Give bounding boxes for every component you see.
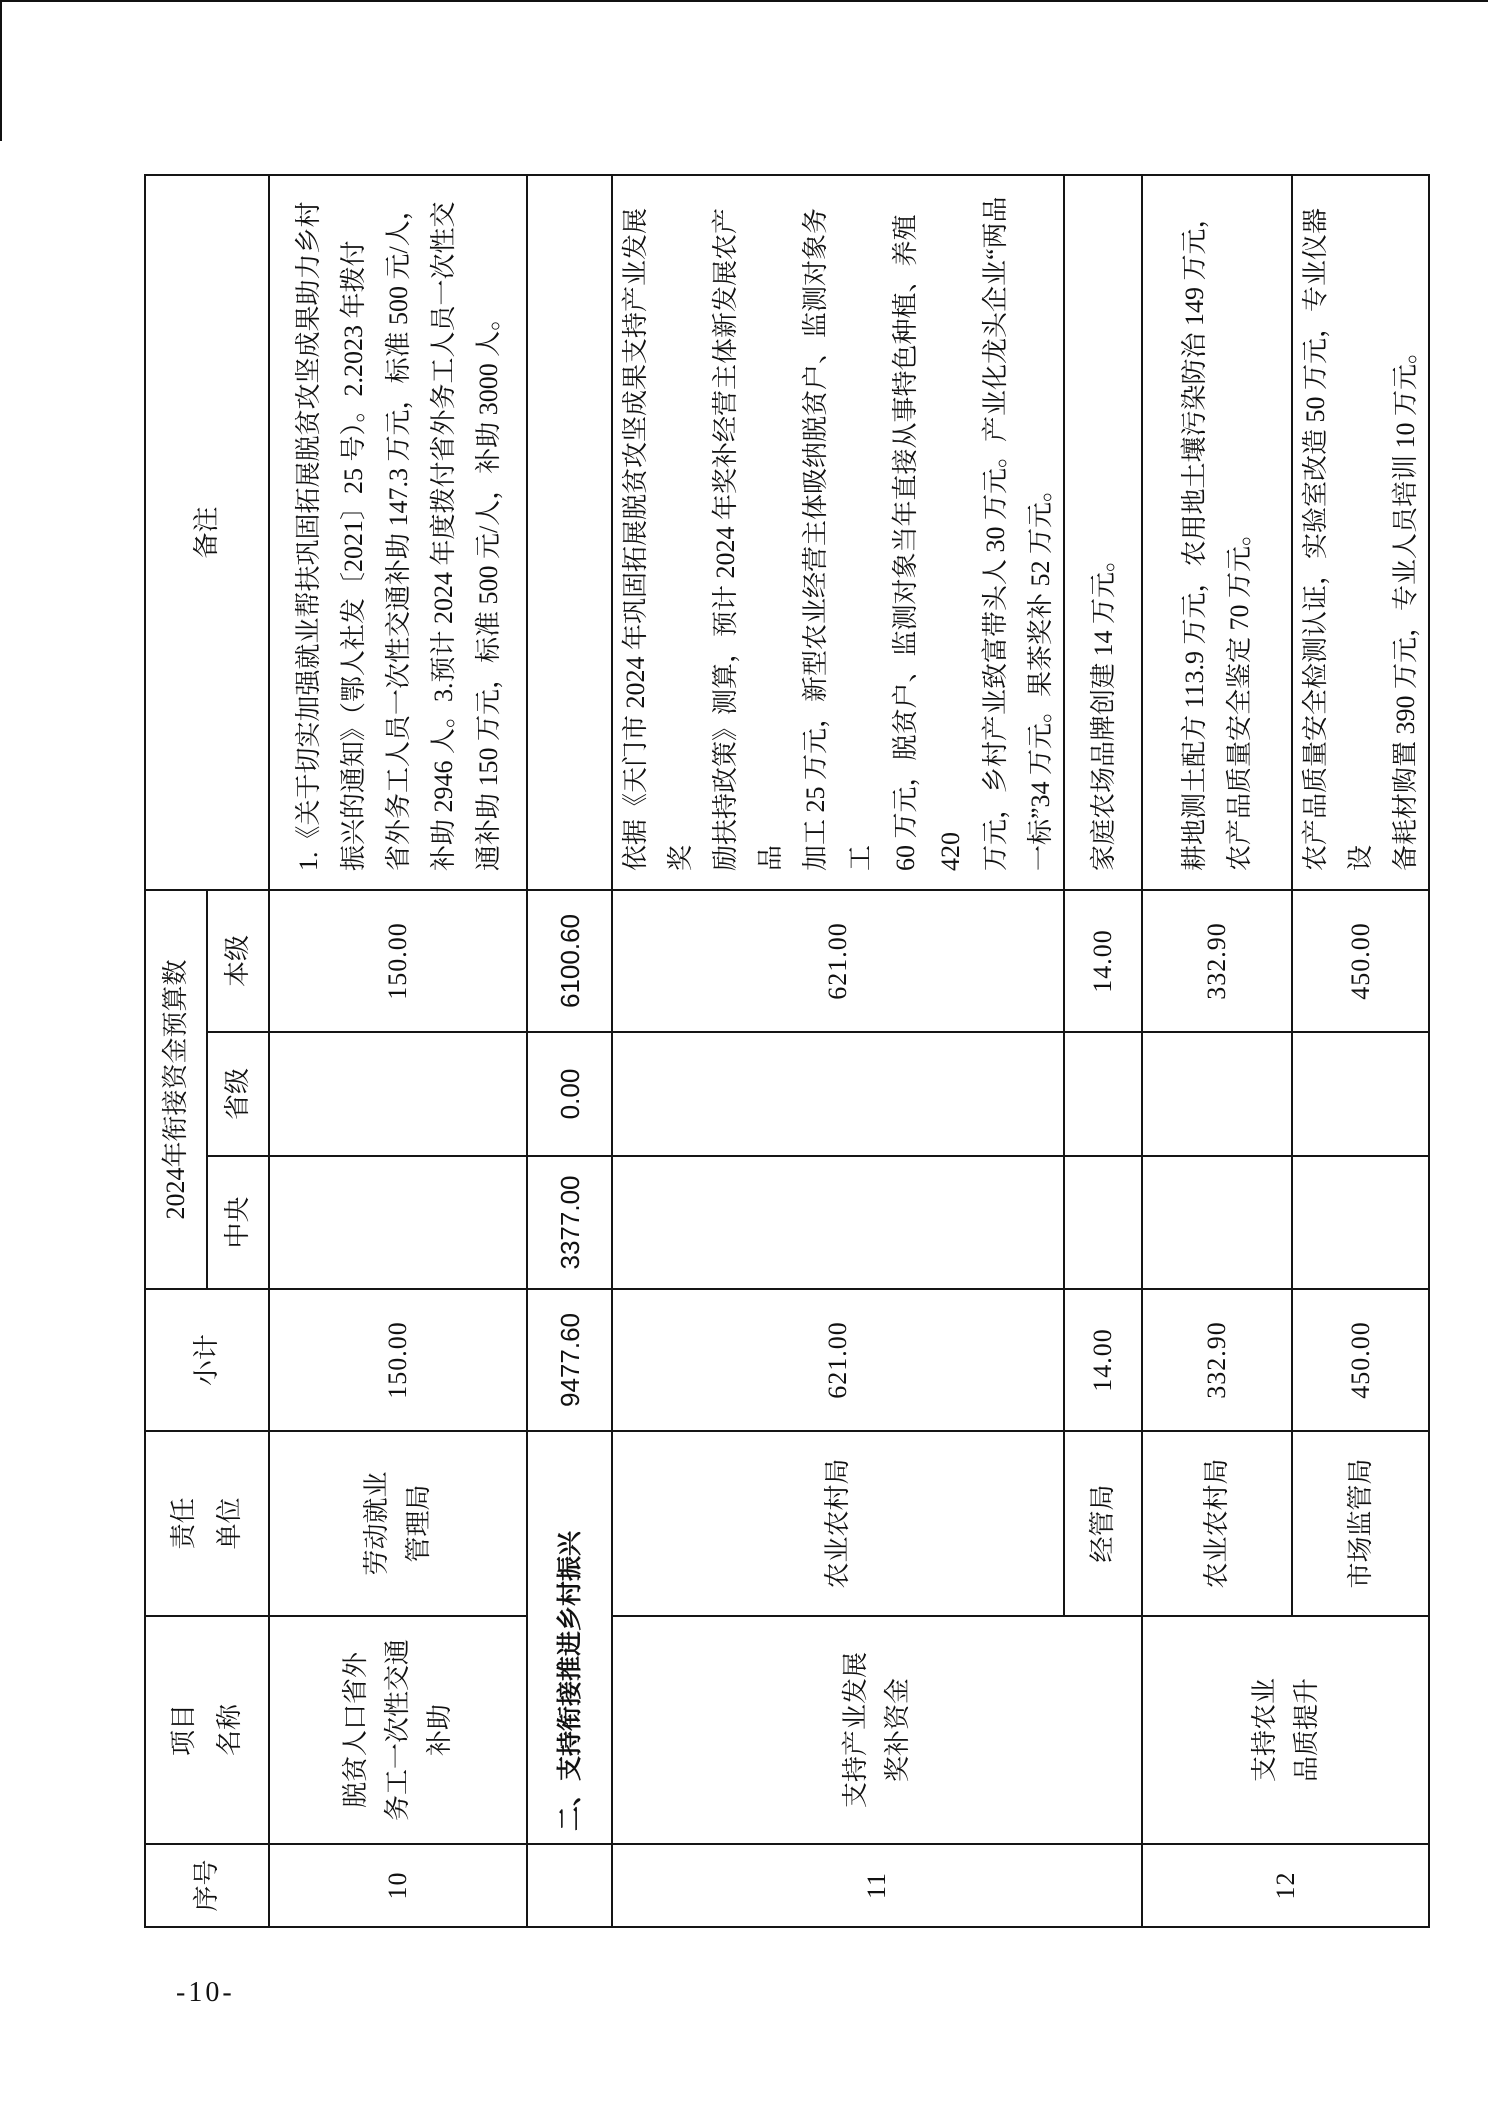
subtotal-cell: 450.00 (1292, 1289, 1429, 1431)
header-provincial: 省级 (207, 1032, 269, 1156)
provincial-cell-empty (1292, 1032, 1429, 1156)
seq-cell: 12 (1142, 1844, 1429, 1927)
section-row (527, 175, 612, 1927)
section-central: 3377.00 (527, 1156, 612, 1289)
subtotal-cell: 332.90 (1142, 1289, 1292, 1431)
provincial-cell-empty (1142, 1032, 1292, 1156)
section-title: 二、支持衔接推进乡村振兴 (527, 1431, 612, 1844)
project-name-cell: 脱贫人口省外 务工一次性交通 补助 (269, 1616, 527, 1844)
header-responsible-unit: 责任 单位 (145, 1431, 269, 1616)
page-edge-top-line (0, 0, 1488, 2)
project-name-cell: 支持农业 品质提升 (1142, 1616, 1429, 1844)
table-row (269, 175, 527, 1927)
remarks-cell-empty (527, 175, 612, 890)
header-project-name: 项目 名称 (145, 1616, 269, 1844)
remarks-cell: 家庭农场品牌创建 14 万元。 (1064, 175, 1142, 890)
header-remarks: 备注 (145, 175, 269, 890)
central-cell-empty (269, 1156, 527, 1289)
subtotal-cell: 621.00 (612, 1289, 1064, 1431)
responsible-unit-cell: 市场监管局 (1292, 1431, 1429, 1616)
remarks-cell: 耕地测土配方 113.9 万元，农用地土壤污染防治 149 万元， 农产品质量安全鉴定 70 万元。 (1142, 175, 1292, 890)
header-seq: 序号 (145, 1844, 269, 1927)
responsible-unit-cell: 农业农村局 (1142, 1431, 1292, 1616)
header-subtotal: 小计 (145, 1289, 269, 1431)
seq-cell-empty (527, 1844, 612, 1927)
provincial-cell-empty (1064, 1032, 1142, 1156)
budget-table (144, 174, 1430, 1928)
seq-cell: 11 (612, 1844, 1142, 1927)
responsible-unit-cell: 劳动就业 管理局 (269, 1431, 527, 1616)
remarks-cell: 农产品质量安全检测认证，实验室改造 50 万元，专业仪器设 备耗材购置 390 万元，专业人员培训 10 万元。 (1292, 175, 1429, 890)
local-cell: 14.00 (1064, 890, 1142, 1032)
page-edge-left-line (0, 0, 2, 141)
table-row (1142, 175, 1292, 1927)
responsible-unit-cell: 经管局 (1064, 1431, 1142, 1616)
header-local: 本级 (207, 890, 269, 1032)
section-provincial: 0.00 (527, 1032, 612, 1156)
header-budget-2024: 2024年衔接资金预算数 (145, 890, 207, 1289)
local-cell: 450.00 (1292, 890, 1429, 1032)
seq-cell: 10 (269, 1844, 527, 1927)
provincial-cell-empty (269, 1032, 527, 1156)
local-cell: 621.00 (612, 890, 1064, 1032)
local-cell: 332.90 (1142, 890, 1292, 1032)
header-central: 中央 (207, 1156, 269, 1289)
section-local: 6100.60 (527, 890, 612, 1032)
subtotal-cell: 150.00 (269, 1289, 527, 1431)
central-cell-empty (1142, 1156, 1292, 1289)
local-cell: 150.00 (269, 890, 527, 1032)
subtotal-cell: 14.00 (1064, 1289, 1142, 1431)
provincial-cell-empty (612, 1032, 1064, 1156)
page-number: -10- (176, 1977, 235, 2008)
remarks-cell: 依据《天门市 2024 年巩固拓展脱贫攻坚成果支持产业发展奖 励扶持政策》测算，预计 2024 年奖补经营主体新发展农产品 加工 25 万元，新型农业经营主体吸纳脱贫户、监测对象务工 60 万元，脱贫户、监测对象当年直接从事特色种植、养殖 420 万元，乡村产业致富带头人 30 万元。产业化龙头企业“两品 一标”34 万元。果茶奖补 52 万元。 (612, 175, 1064, 890)
responsible-unit-cell: 农业农村局 (612, 1431, 1064, 1616)
project-name-cell: 支持产业发展 奖补资金 (612, 1616, 1142, 1844)
central-cell-empty (1064, 1156, 1142, 1289)
table-row (612, 175, 1064, 1927)
central-cell-empty (612, 1156, 1064, 1289)
central-cell-empty (1292, 1156, 1429, 1289)
header-row (145, 175, 207, 1927)
section-subtotal: 9477.60 (527, 1289, 612, 1431)
rotated-table-container (144, 176, 1420, 1928)
remarks-cell: 1.《关于切实加强就业帮扶巩固拓展脱贫攻坚成果助力乡村 振兴的通知》（鄂人社发〔2021〕25 号）。2.2023 年拨付 省外务工人员一次性交通补助 147.3 万元，标准 500 元/人， 补助 2946 人。3.预计 2024 年度拨付省外务工人员一次性交 通补助 150 万元，标准 500 元/人，补助 3000 人。 (269, 175, 527, 890)
